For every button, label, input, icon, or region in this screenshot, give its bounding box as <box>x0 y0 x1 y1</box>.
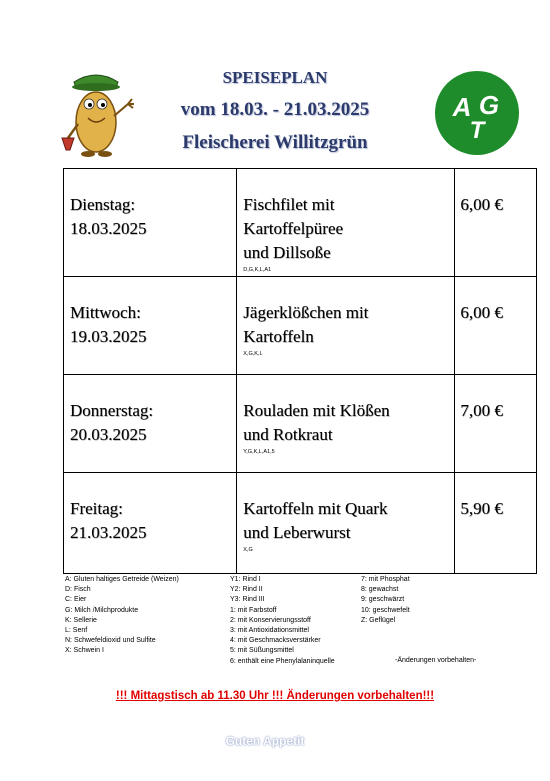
price: 6,00 € <box>460 195 503 214</box>
legend-item: X: Schwein I <box>65 647 104 655</box>
menu-row-freitag <box>64 473 537 574</box>
date-range: vom 18.03. - 21.03.2025 <box>180 99 370 120</box>
legend-item: N: Schwefeldioxid und Sulfite <box>65 637 156 645</box>
legend-item: Y1: Rind I <box>230 576 261 583</box>
dish-line: Kartoffeln <box>243 327 314 346</box>
legend-item: 3: mit Antioxidationsmittel <box>230 627 309 635</box>
legend-item: 1: mit Farbstoff <box>230 606 277 614</box>
day-label: Freitag: <box>70 499 123 518</box>
footer-greeting: Guten Appetit <box>225 734 305 748</box>
day-date: 20.03.2025 <box>70 425 147 444</box>
legend-item: 6: enthält eine Phenylalaninquelle <box>230 657 335 665</box>
svg-text:A: A <box>452 92 472 122</box>
allergen-codes: X,G <box>243 547 253 553</box>
allergen-legend-col1 <box>65 575 179 657</box>
legend-item: K: Sellerie <box>65 616 97 624</box>
legend-item: 2: mit Konservierungsstoff <box>230 616 311 624</box>
changes-note: -Änderungen vorbehalten- <box>395 657 477 664</box>
legend-item: L: Senf <box>65 627 88 635</box>
dish-line: Kartoffelpüree <box>243 219 344 238</box>
legend-item: A: Gluten haltiges Getreide (Weizen) <box>65 576 179 583</box>
dish-line: und Rotkraut <box>243 425 333 444</box>
lunch-notice: !!! Mittagstisch ab 11.30 Uhr !!! Änderungen vorbehalten!!! <box>115 690 435 702</box>
day-date: 19.03.2025 <box>70 327 147 346</box>
allergen-legend-col3 <box>361 575 410 626</box>
dish-line: Kartoffeln mit Quark <box>243 499 388 518</box>
page-title: SPEISEPLAN <box>222 68 328 87</box>
svg-text:T: T <box>469 117 485 144</box>
dish-line: Fischfilet mit <box>243 195 335 214</box>
legend-item: C: Eier <box>65 596 87 604</box>
day-label: Mittwoch: <box>70 303 141 322</box>
legend-item: Z: Geflügel <box>361 616 396 624</box>
legend-item: D: Fisch <box>65 586 91 594</box>
menu-table <box>63 168 537 574</box>
price: 5,90 € <box>460 499 503 518</box>
day-date: 21.03.2025 <box>70 523 147 542</box>
legend-item: 5: mit Süßungsmittel <box>230 647 294 655</box>
allergen-codes: D,G,K,L,A1 <box>243 267 272 273</box>
dish-line: und Leberwurst <box>243 523 351 542</box>
legend-item: Y3: Rind III <box>230 596 265 604</box>
price: 7,00 € <box>460 401 503 420</box>
dish-line: Jägerklößchen mit <box>243 303 369 322</box>
allergen-codes: Y,G,K,L,A1,5 <box>243 449 275 455</box>
company-name: Fleischerei Willitzgrün <box>182 132 368 153</box>
day-label: Dienstag: <box>70 195 136 214</box>
menu-row-donnerstag <box>64 375 537 473</box>
agt-logo <box>432 68 522 158</box>
legend-item: 9: geschwärzt <box>361 596 405 604</box>
legend-item: Y2: Rind II <box>230 586 263 594</box>
legend-item: 8: gewachst <box>361 586 399 594</box>
allergen-codes: X,G,K,L <box>243 351 263 357</box>
legend-item: 7: mit Phosphat <box>361 576 410 583</box>
legend-item: 4: mit Geschmacksverstärker <box>230 637 321 645</box>
day-date: 18.03.2025 <box>70 219 147 238</box>
day-label: Donnerstag: <box>70 401 154 420</box>
svg-text:G: G <box>478 90 500 120</box>
dish-line: Rouladen mit Klößen <box>243 401 390 420</box>
header <box>0 66 550 166</box>
legend-item: 10: geschwefelt <box>361 606 410 614</box>
allergen-legend-col2 <box>230 575 335 667</box>
legend-item: G: Milch /Milchprodukte <box>65 606 139 614</box>
dish-line: und Dillsoße <box>243 243 331 262</box>
menu-row-dienstag <box>64 169 537 277</box>
menu-row-mittwoch <box>64 277 537 375</box>
price: 6,00 € <box>460 303 503 322</box>
